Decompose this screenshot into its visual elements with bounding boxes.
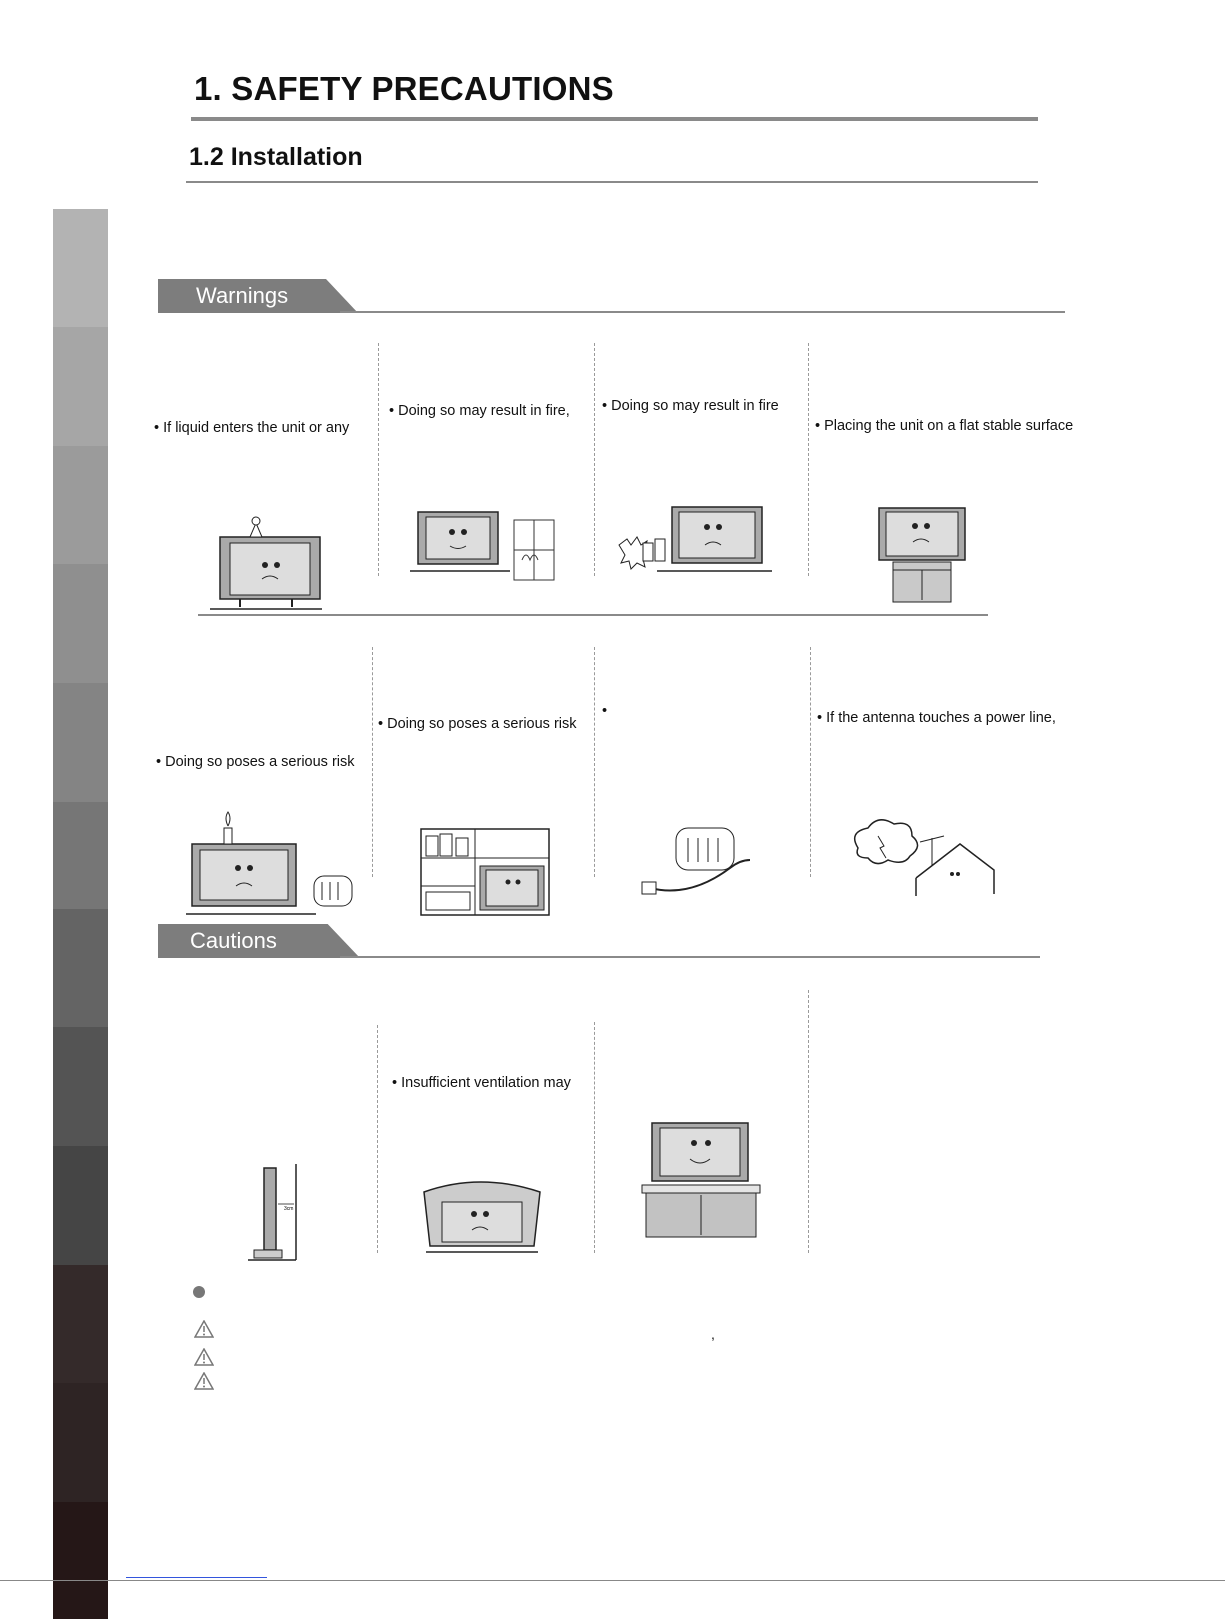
side-chapter-tabs <box>53 209 108 1519</box>
side-tab-8 <box>53 1027 108 1146</box>
warning-triangle-icon <box>194 1320 214 1343</box>
footer-rule <box>0 1580 1225 1581</box>
warning-liquid-text: • If liquid enters the unit or any <box>154 420 350 436</box>
side-tab-7 <box>53 909 108 1027</box>
column-divider <box>594 1022 595 1253</box>
warnings-label: Warnings <box>196 283 289 308</box>
column-divider <box>810 647 811 877</box>
column-divider <box>378 343 379 576</box>
warning-shelf-text: • Doing so poses a serious risk <box>378 716 577 732</box>
tv-with-vase-illustration <box>210 515 330 611</box>
row-divider <box>198 614 988 616</box>
cautions-rule <box>340 956 1040 958</box>
tv-near-window-illustration <box>410 510 558 592</box>
warning-antenna-text: • If the antenna touches a power line, <box>817 710 1056 726</box>
side-tab-11 <box>53 1383 108 1502</box>
antenna-power-line-illustration <box>848 818 998 896</box>
tv-with-chemicals-illustration <box>617 505 777 575</box>
circle-bullet-icon <box>193 1286 205 1298</box>
column-divider <box>808 990 809 1253</box>
column-divider <box>808 343 809 576</box>
side-tab-6 <box>53 802 108 909</box>
side-tab-5 <box>53 683 108 802</box>
warning-triangle-icon <box>194 1372 214 1395</box>
page-title: 1. SAFETY PRECAUTIONS <box>194 70 614 107</box>
warning-triangle-icon <box>194 1348 214 1371</box>
footer-link-underline[interactable] <box>126 1577 267 1578</box>
warning-stable-surface-text: • Placing the unit on a flat stable surface <box>815 418 1074 434</box>
column-divider <box>372 647 373 877</box>
warning-fire-text-2: • Doing so may result in fire <box>602 398 779 414</box>
tv-in-shelf-illustration <box>420 828 550 916</box>
side-tab-10 <box>53 1265 108 1383</box>
warning-heat-text: • Doing so poses a serious risk <box>156 754 355 770</box>
section-subtitle: 1.2 Installation <box>189 143 363 171</box>
cautions-label: Cautions <box>190 928 277 953</box>
side-tab-1 <box>53 209 108 327</box>
side-tab-12 <box>53 1502 108 1619</box>
side-tab-2 <box>53 327 108 446</box>
tv-covered-cloth-illustration <box>420 1178 544 1256</box>
side-tab-4 <box>53 564 108 683</box>
side-tab-9 <box>53 1146 108 1265</box>
warning-power-cord-text: • <box>602 703 608 719</box>
tv-on-stand-illustration <box>877 506 969 604</box>
title-divider <box>191 117 1038 121</box>
warnings-rule <box>340 311 1065 313</box>
column-divider <box>377 1025 378 1253</box>
tv-with-candle-heater-illustration <box>186 808 356 916</box>
caution-ventilation-text: • Insufficient ventilation may <box>392 1075 571 1091</box>
clearance-label: 3cm <box>284 1206 294 1212</box>
column-divider <box>594 647 595 877</box>
warning-fire-text: • Doing so may result in fire, <box>389 403 570 419</box>
heater-on-cord-illustration <box>640 824 760 898</box>
tv-on-cabinet-illustration <box>640 1121 762 1239</box>
column-divider <box>594 343 595 576</box>
stray-comma: , <box>711 1326 715 1342</box>
tv-wall-clearance-illustration <box>246 1164 310 1264</box>
subtitle-divider <box>186 181 1038 183</box>
side-tab-3 <box>53 446 108 564</box>
